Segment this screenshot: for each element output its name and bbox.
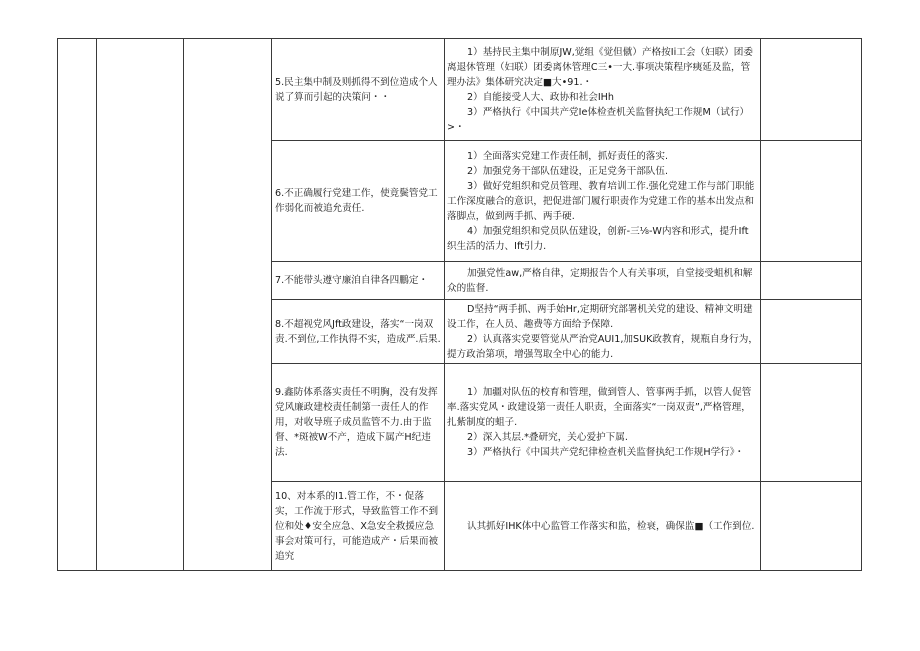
table-row (58, 39, 862, 141)
measures-cell (445, 141, 761, 262)
measure-item: 1）基持民主集中制原JW,觉组《觉但僦）产格按Ii工会（妇联）团委离退休管理（妇联）团委离休管理C三•一大.事项决策程序痍延及监，管理办法》集体研究决定■大•91.・ (447, 46, 753, 88)
measures-cell (445, 39, 761, 141)
risk-description-cell (272, 39, 445, 141)
measure-item: 2）认真落实党要管觉从严治党AUI1,加SUK政教育，规瓶自身行为，提方政治第项，增强驾取全中心的能力. (447, 333, 758, 360)
risk-description-cell (272, 262, 445, 300)
blank-cell-col2 (97, 39, 184, 571)
blank-cell-last (761, 482, 862, 571)
risk-text: 10、对本系的I1.管工作，不・促落实，工作流于形式，导致监管工作不到位和处♦安全应急、X急安全救援应急事会对策可行，可能造成产・后果而被追究 (275, 490, 439, 562)
risk-description-cell (272, 300, 445, 364)
blank-cell-col1 (58, 39, 97, 571)
measure-item: 4）加强党组织和党员队伍建设，创新-三⅛-W内容和形式，提升Ift织生活的活力、Ift引力. (447, 225, 749, 252)
measures-cell (445, 300, 761, 364)
measure-item: 加强党性aw,严格自律，定期报告个人有关事项，自堂接受蛆机和解众的监督. (447, 267, 753, 294)
blank-cell-last (761, 262, 862, 300)
responsibility-table-sheet (57, 38, 861, 570)
risk-description-cell (272, 364, 445, 482)
blank-cell-last (761, 364, 862, 482)
risk-text: 6.不正确履行党建工作，使竟鬓管党工作弱化而被追允责任. (275, 188, 438, 214)
risk-description-cell (272, 482, 445, 571)
measure-item: 2）加强党务干部队伍建设，正足党务干部队伍. (467, 165, 669, 177)
measure-item: 认其抓好IHK体中心监管工作落实和监，检衰，确保监■（工作到位. (467, 520, 755, 532)
measure-item: 2）深入其层.*叠研究，关心爱护下属. (467, 432, 628, 443)
risk-text: 9.鑫防体系落实责任不明胸，没有发挥党风廉政建校责任制第一责任人的作用，对收导班子成员监管不力.由于监督、*斑被W不产，造成下属产H纪违法. (275, 387, 438, 458)
risk-description-cell (272, 141, 445, 262)
blank-cell-col3 (184, 39, 272, 571)
measure-item: 3）严格执行《中国共产党纪律检查机关监督执纪工作规H学行》・ (467, 447, 745, 458)
risk-text: 7.不能带头遵守廉洎自律各四鵬定・ (275, 275, 429, 286)
measures-cell (445, 364, 761, 482)
measure-item: 1）全面落实党建工作责任制，抓好责任的落实. (467, 150, 669, 162)
measure-item: D坚持“两手抓、两手始Hr,定期研究部署机关党的建设、精神文明建设工作，在人员、趣费等方面给予保障. (447, 303, 753, 330)
measure-item: 2）自能接受人大、政协和社会IHh (467, 91, 614, 103)
risk-text: 8.不超视党风Jft政建设，落实“一岗双责.不到位,工作执得不实，造成严.后果. (275, 318, 441, 345)
measure-item: 1）加疆对队伍的校育和管理，做到管人、管事两手抓，以管人促管率.落实党风・政建设第一责任人职责，全面落实“一岗双责”,严格管理，扎紫制度的蛆子. (447, 387, 752, 428)
blank-cell-last (761, 300, 862, 364)
risk-measures-table (57, 38, 862, 571)
measures-cell (445, 482, 761, 571)
blank-cell-last (761, 39, 862, 141)
measures-cell (445, 262, 761, 300)
risk-text: 5.民主集中制及则抓得不到位造成个人说了算而引起的决策问・・ (275, 76, 438, 103)
measure-item: 3）严格执行《中国共产党Ie体检查机关监督执纪工作规M（试行）>・ (447, 106, 750, 133)
measure-item: 3）做好党组织和党员管理、教育培训工作.强化党建工作与部门职能工作深度融合的意识，把促进部门履行职责作为党建工作的基本出发点和落脚点，做到两手抓、两手硬. (447, 180, 755, 222)
blank-cell-last (761, 141, 862, 262)
